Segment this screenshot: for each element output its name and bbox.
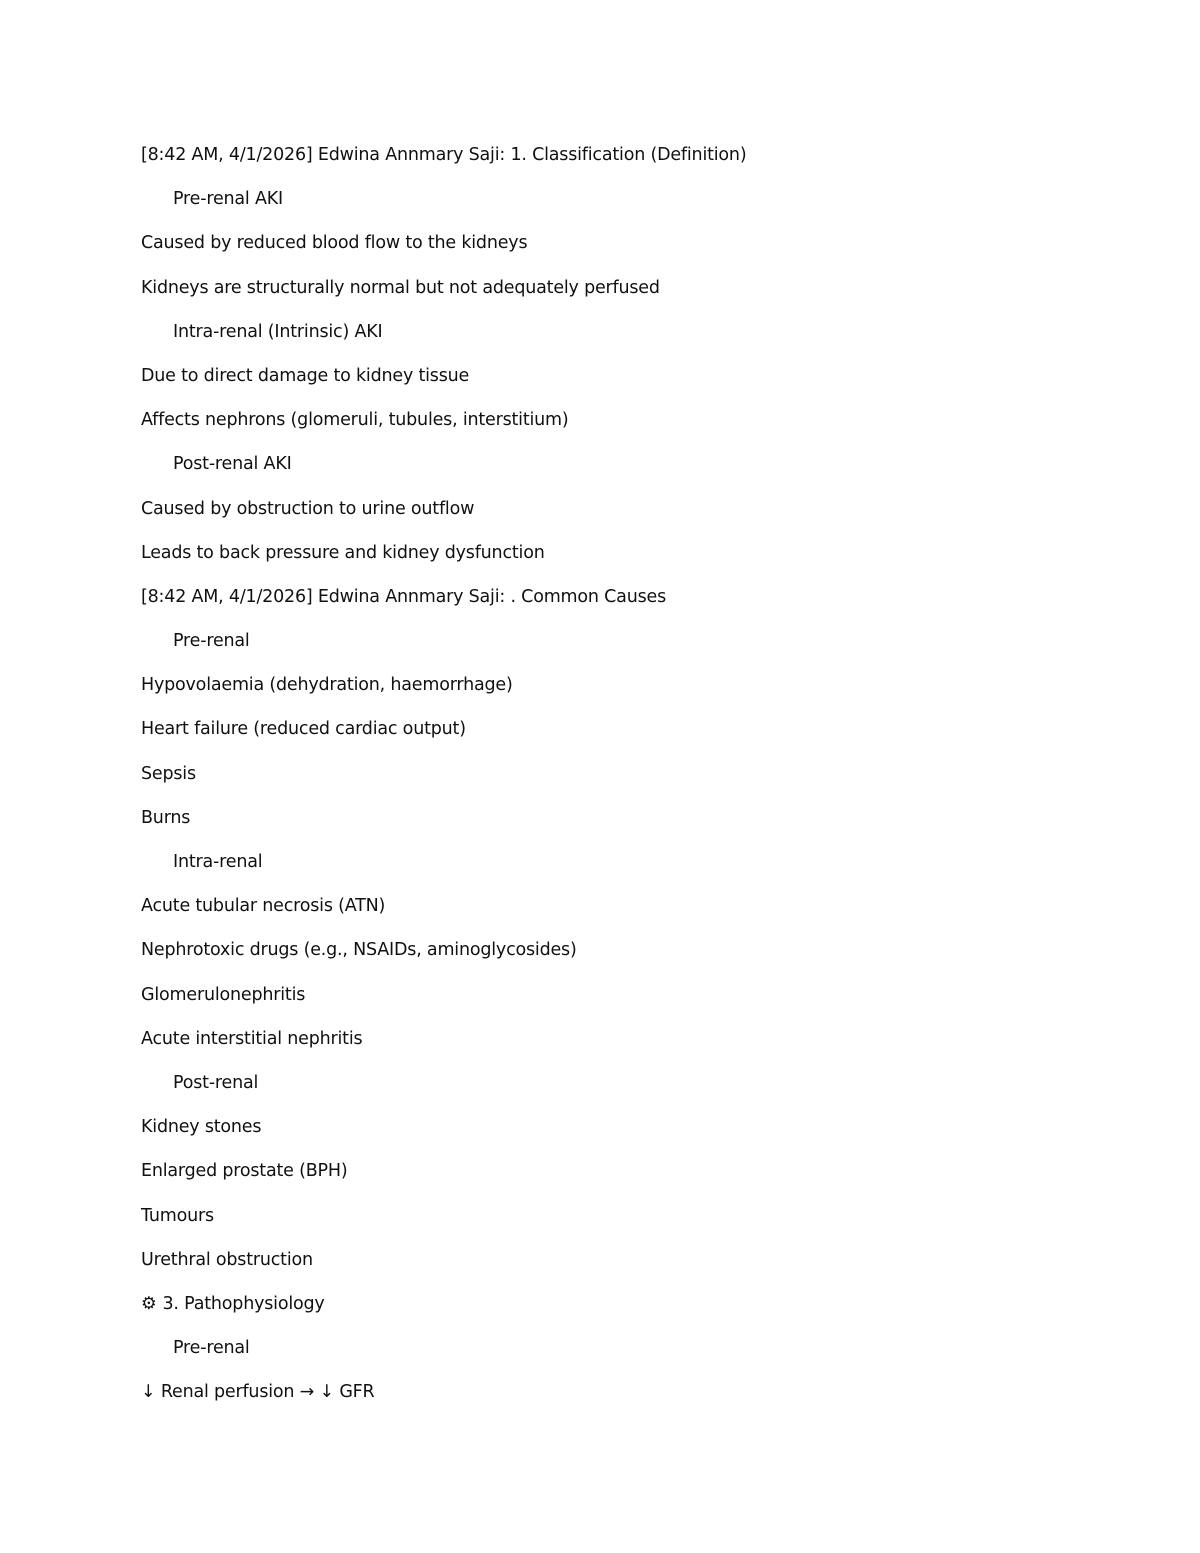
line-text: Pre-renal — [173, 1338, 250, 1359]
line-text: Tumours — [141, 1205, 214, 1226]
text-line — [141, 1377, 1101, 1421]
text-line — [141, 803, 1101, 847]
line-text: [8:42 AM, 4/1/2026] Edwina Annmary Saji: . Common Causes — [141, 586, 666, 607]
text-line — [141, 759, 1101, 803]
line-text: Enlarged prostate (BPH) — [141, 1161, 348, 1182]
document-body — [141, 140, 1101, 1421]
text-line — [141, 494, 1101, 538]
line-text: Post-renal AKI — [173, 454, 292, 475]
subheading-line — [141, 317, 1101, 361]
line-text: Glomerulonephritis — [141, 984, 306, 1005]
line-text: [8:42 AM, 4/1/2026] Edwina Annmary Saji: 1. Classification (Definition) — [141, 145, 747, 165]
line-text: Intra-renal — [173, 852, 263, 872]
line-text: Urethral obstruction — [141, 1249, 313, 1270]
text-line — [141, 1112, 1101, 1156]
text-line — [141, 1245, 1101, 1289]
line-text: ↓ Renal perfusion → ↓ GFR — [141, 1382, 375, 1403]
subheading-line — [141, 184, 1101, 228]
line-text: Affects nephrons (glomeruli, tubules, interstitium) — [141, 410, 569, 431]
line-text: Intra-renal (Intrinsic) AKI — [173, 321, 383, 342]
line-text: Kidneys are structurally normal but not adequately perfused — [141, 277, 660, 298]
line-text: Pre-renal AKI — [173, 189, 283, 210]
text-line — [141, 361, 1101, 405]
text-line — [141, 935, 1101, 979]
text-line — [141, 140, 1101, 184]
line-text: Burns — [141, 807, 191, 828]
text-line — [141, 228, 1101, 272]
line-text: Sepsis — [141, 763, 196, 784]
line-text: Kidney stones — [141, 1117, 262, 1138]
line-text: Caused by obstruction to urine outflow — [141, 498, 475, 519]
gear-icon: ⚙ — [141, 1293, 157, 1314]
line-text: Hypovolaemia (dehydration, haemorrhage) — [141, 675, 513, 696]
text-line — [141, 1201, 1101, 1245]
subheading-line — [141, 847, 1101, 891]
text-line — [141, 582, 1101, 626]
subheading-line — [141, 1068, 1101, 1112]
text-line — [141, 1289, 1101, 1333]
text-line — [141, 405, 1101, 449]
subheading-line — [141, 449, 1101, 493]
subheading-line — [141, 1333, 1101, 1377]
text-line — [141, 1024, 1101, 1068]
text-line — [141, 891, 1101, 935]
line-text: Leads to back pressure and kidney dysfunction — [141, 542, 545, 563]
line-text: Acute tubular necrosis (ATN) — [141, 896, 386, 917]
line-text: Pre-renal — [173, 631, 250, 652]
text-line — [141, 980, 1101, 1024]
text-line — [141, 714, 1101, 758]
text-line — [141, 670, 1101, 714]
line-text: Acute interstitial nephritis — [141, 1028, 363, 1049]
subheading-line — [141, 626, 1101, 670]
line-text: 3. Pathophysiology — [162, 1293, 325, 1314]
text-line — [141, 1156, 1101, 1200]
text-line — [141, 273, 1101, 317]
text-line — [141, 538, 1101, 582]
line-text: Post-renal — [173, 1072, 259, 1093]
line-text: Nephrotoxic drugs (e.g., NSAIDs, aminoglycosides) — [141, 940, 577, 961]
line-text: Heart failure (reduced cardiac output) — [141, 719, 466, 740]
line-text: Caused by reduced blood flow to the kidneys — [141, 233, 528, 254]
line-text: Due to direct damage to kidney tissue — [141, 365, 470, 386]
